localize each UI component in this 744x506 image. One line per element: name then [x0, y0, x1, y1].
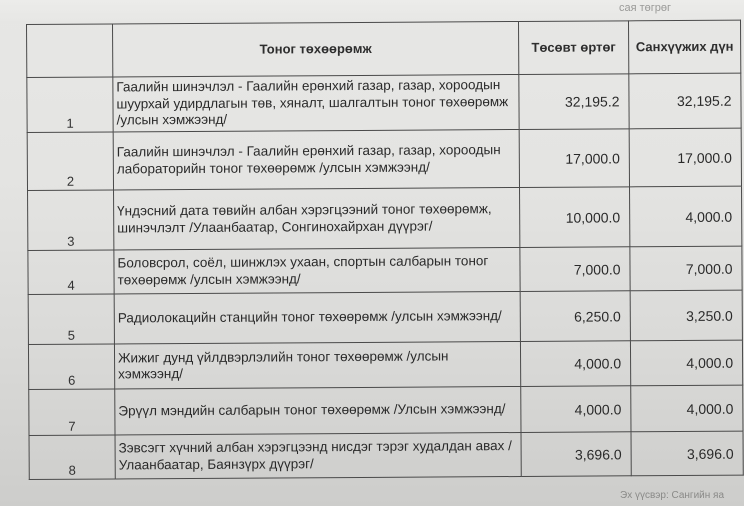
row-funding-amount: 4,000.0 — [630, 340, 742, 386]
row-number: 3 — [28, 190, 114, 251]
unit-note: сая төгрөг — [619, 2, 672, 14]
row-funding-amount: 32,195.2 — [629, 73, 741, 129]
table-row — [28, 290, 742, 344]
table-row — [29, 385, 743, 435]
row-number: 6 — [28, 344, 114, 390]
row-item-name: Гаалийн шинэчлэл - Гаалийн ерөнхий газар, газар, хороодын лабораторийн тоног төхөөрөмж /улсын хэмжээнд/ — [113, 129, 519, 189]
equipment-budget-table — [26, 20, 744, 480]
row-planned-cost: 4,000.0 — [520, 341, 630, 387]
row-item-name: Жижиг дунд үйлдвэрлэлийн тоног төхөөрөмж /улсын хэмжээнд/ — [114, 341, 520, 388]
header-item: Тоног төхөөрөмж — [113, 21, 519, 76]
table-row — [29, 431, 743, 479]
row-planned-cost: 32,195.2 — [519, 74, 629, 130]
row-number: 8 — [29, 435, 115, 480]
row-funding-amount: 3,250.0 — [630, 290, 742, 341]
header-number — [27, 24, 113, 78]
row-planned-cost: 6,250.0 — [520, 291, 630, 342]
row-item-name: Үндэсний дата төвийн албан хэрэгцээний тоног төхөөрөмж, шинэчлэлт /Улаанбаатар, Сонгинохайрхан дүүрэг/ — [114, 187, 520, 249]
source-note: Эх үүсвэр: Сангийн яа — [620, 490, 725, 501]
row-planned-cost: 4,000.0 — [521, 386, 631, 433]
row-item-name: Эрүүл мэндийн салбарын тоног төхөөрөмж /Улсын хэмжээнд/ — [115, 386, 521, 434]
table-row — [28, 186, 742, 250]
row-number: 5 — [28, 294, 114, 345]
row-planned-cost: 7,000.0 — [520, 247, 630, 292]
row-item-name: Зэвсэгт хүчний албан хэрэгцээнд нисдэг тэрэг худалдан авах /Улаанбаатар, Баянзүрх дүүрэг/ — [115, 432, 521, 478]
row-number: 4 — [28, 250, 114, 295]
row-planned-cost: 17,000.0 — [519, 129, 629, 188]
row-funding-amount: 7,000.0 — [630, 246, 742, 291]
row-funding-amount: 4,000.0 — [631, 385, 743, 432]
table-header-row — [27, 20, 741, 77]
table-row — [27, 128, 741, 190]
row-funding-amount: 3,696.0 — [631, 431, 743, 476]
row-number: 7 — [29, 389, 115, 436]
row-item-name: Радиолокацийн станцийн тоног төхөөрөмж /улсын хэмжээнд/ — [114, 291, 520, 343]
header-planned-cost: Төсөвт өртөг — [518, 21, 628, 75]
row-funding-amount: 4,000.0 — [630, 186, 742, 247]
header-funding-amount: Санхүүжих дүн — [628, 20, 740, 74]
row-item-name: Боловсрол, соёл, шинжлэх ухаан, спортын салбарын тоног төхөөрөмж /улсын хэмжээнд/ — [114, 247, 520, 293]
table-row — [28, 246, 742, 294]
row-number: 2 — [27, 132, 113, 191]
row-item-name: Гаалийн шинэчлэл - Гаалийн ерөнхий газар, газар, хороодын шуурхай удирдлагын төв, хяналт, шалгалтын тоног төхөөрөмж /улсын хэмжээнд/ — [113, 74, 519, 131]
row-funding-amount: 17,000.0 — [629, 128, 741, 187]
row-planned-cost: 3,696.0 — [521, 432, 631, 477]
row-number: 1 — [27, 77, 113, 133]
row-planned-cost: 10,000.0 — [520, 187, 630, 248]
table-row — [28, 340, 742, 389]
table-row — [27, 73, 741, 132]
